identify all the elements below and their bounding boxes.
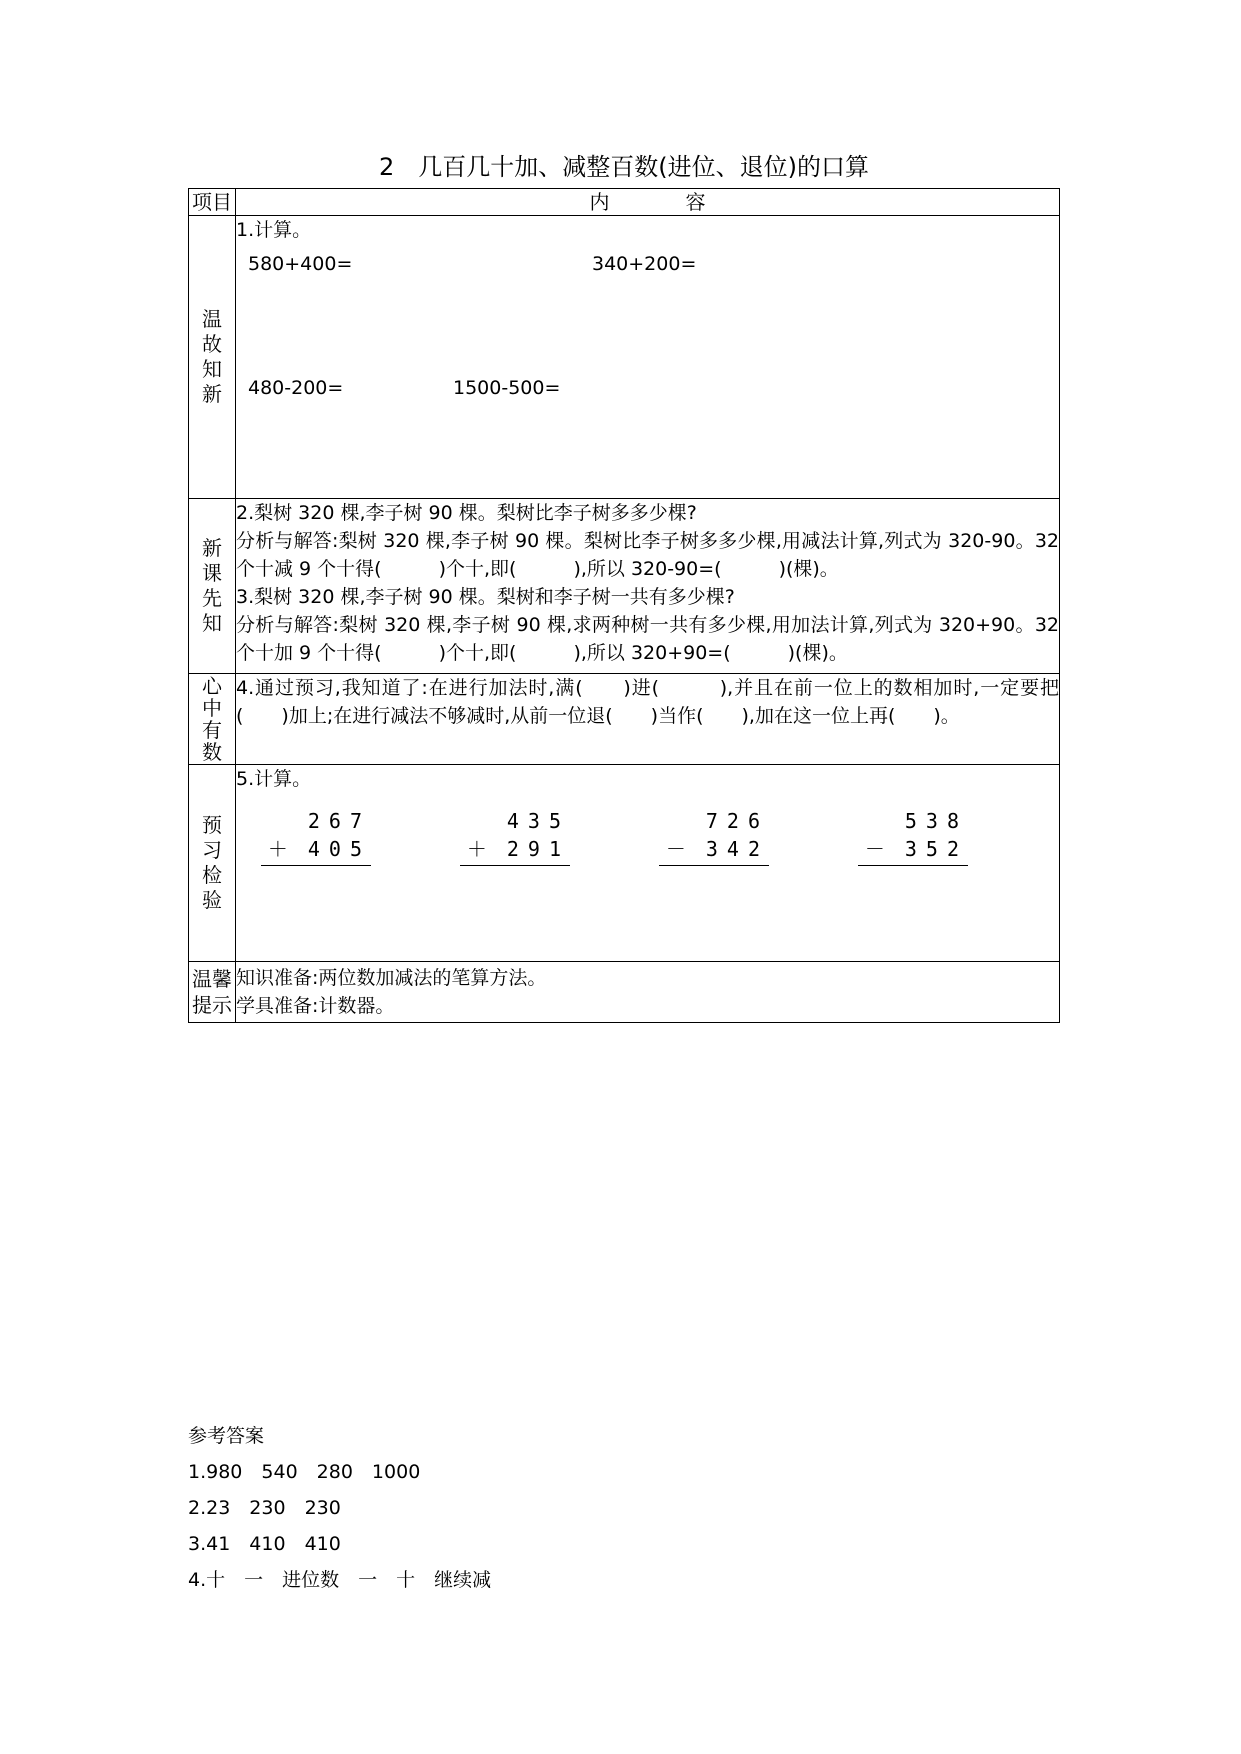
vertical-bottom: 352 xyxy=(904,837,968,861)
vertical-top: 726 xyxy=(705,809,769,833)
row-label-text: 温故知新 xyxy=(202,307,222,406)
vertical-bottom-line xyxy=(659,835,769,866)
answer-line: 3.41 410 410 xyxy=(188,1533,341,1555)
minus-sign: － xyxy=(864,837,885,861)
vertical-top: 538 xyxy=(904,809,968,833)
vertical-bottom-line xyxy=(261,835,371,866)
header-project: 项目 xyxy=(189,189,236,216)
header-content: 内 容 xyxy=(236,189,1060,216)
review-content xyxy=(236,216,1060,499)
question-3-title: 3.梨树 320 棵,李子树 90 棵。梨树和李子树一共有多少棵? xyxy=(236,586,735,608)
question-2-title: 2.梨树 320 棵,李子树 90 棵。梨树比李子树多多少棵? xyxy=(236,502,697,524)
question-5-title: 5.计算。 xyxy=(236,768,312,790)
table-row xyxy=(189,216,1060,499)
row-label-review xyxy=(189,216,236,499)
tips-content xyxy=(236,962,1060,1023)
row-label-text: 心中有数 xyxy=(202,673,222,764)
page-title: 2 几百几十加、减整百数(进位、退位)的口算 xyxy=(379,153,869,181)
vertical-calc xyxy=(460,807,570,866)
table-header-row xyxy=(189,189,1060,216)
vertical-bottom: 405 xyxy=(307,837,371,861)
answer-key xyxy=(188,1418,491,1598)
question-1-title: 1.计算。 xyxy=(236,219,312,241)
check-content xyxy=(236,765,1060,962)
question-4-text: 4.通过预习,我知道了:在进行加法时,满( )进( ),并且在前一位上的数相加时,一定要把( )加上;在进行减法不够减时,从前一位退( )当作( ),加在这一位上再( )。 xyxy=(236,677,1059,727)
expression: 580+400= xyxy=(248,253,353,275)
vertical-top: 435 xyxy=(506,809,570,833)
row-label-preview xyxy=(189,499,236,674)
expression: 1500-500= xyxy=(453,377,561,399)
answer-line: 1.980 540 280 1000 xyxy=(188,1461,421,1483)
answer-line: 4.十 一 进位数 一 十 继续减 xyxy=(188,1569,492,1591)
question-2-analysis: 分析与解答:梨树 320 棵,李子树 90 棵。梨树比李子树多多少棵,用减法计算,列式为 320-90。32 个十减 9 个十得( )个十,即( ),所以 320-90=( )(棵)。 xyxy=(236,530,1059,580)
table-row xyxy=(189,674,1060,765)
question-3-analysis: 分析与解答:梨树 320 棵,李子树 90 棵,求两种树一共有多少棵,用加法计算,列式为 320+90。32 个十加 9 个十得( )个十,即( ),所以 320+90=( )(棵)。 xyxy=(236,614,1059,664)
row-label-check xyxy=(189,765,236,962)
vertical-bottom: 342 xyxy=(705,837,769,861)
row-label-text: 预习检验 xyxy=(202,813,222,912)
row-label-summary xyxy=(189,674,236,765)
vertical-bottom: 291 xyxy=(506,837,570,861)
expression: 480-200= xyxy=(248,377,344,399)
tip-tools: 学具准备:计数器。 xyxy=(236,995,395,1017)
table-row xyxy=(189,765,1060,962)
row-label-tips xyxy=(189,962,236,1023)
vertical-calc xyxy=(659,807,769,866)
row-label-text: 温馨提示 xyxy=(192,967,232,1017)
minus-sign: － xyxy=(665,837,686,861)
plus-sign: ＋ xyxy=(267,837,288,861)
answer-line: 2.23 230 230 xyxy=(188,1497,341,1519)
expression: 340+200= xyxy=(592,253,697,275)
tip-knowledge: 知识准备:两位数加减法的笔算方法。 xyxy=(236,967,547,989)
plus-sign: ＋ xyxy=(466,837,487,861)
vertical-bottom-line xyxy=(858,835,968,866)
worksheet-table xyxy=(188,188,1060,1023)
vertical-calc xyxy=(261,807,371,866)
preview-content xyxy=(236,499,1060,674)
table-row xyxy=(189,499,1060,674)
vertical-top: 267 xyxy=(307,809,371,833)
vertical-bottom-line xyxy=(460,835,570,866)
vertical-calc xyxy=(858,807,968,866)
row-label-text: 新课先知 xyxy=(202,536,222,635)
table-row xyxy=(189,962,1060,1023)
answer-heading: 参考答案 xyxy=(188,1425,265,1447)
summary-content xyxy=(236,674,1060,765)
